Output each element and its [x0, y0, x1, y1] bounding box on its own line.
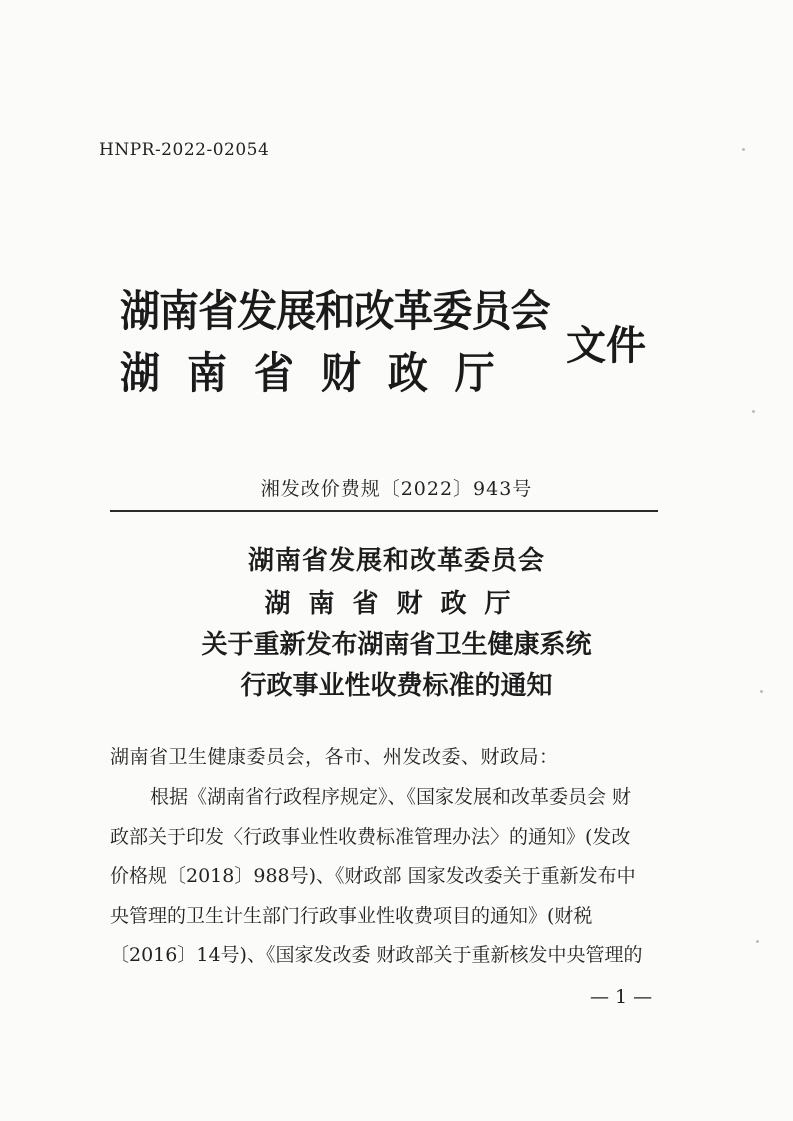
document-number: 湘发改价费规〔2022〕943号 [260, 478, 533, 500]
title-line-4: 行政事业性收费标准的通知 [240, 671, 553, 701]
paragraph-line: 价格规〔2018〕988号)、《财政部 国家发改委关于重新发布中 [110, 865, 636, 887]
paragraph-line: 政部关于印发〈行政事业性收费标准管理办法〉的通知》(发改 [110, 825, 631, 848]
header-org-line-2: 湖南省财政厅 [120, 349, 522, 399]
scan-speck [760, 690, 763, 693]
title-line-1: 湖南省发展和改革委员会 [247, 546, 545, 576]
header-divider [110, 510, 658, 512]
body-paragraph [110, 778, 670, 976]
header-document-suffix: 文件 [566, 322, 646, 369]
paragraph-line: 央管理的卫生计生部门行政事业性收费项目的通知》(财税 [110, 904, 593, 927]
document-code: HNPR-2022-02054 [99, 140, 270, 160]
paragraph-line: 〔2016〕14号)、《国家发改委 财政部关于重新核发中央管理的 [110, 944, 643, 966]
issuing-org-header [120, 278, 680, 428]
salutation: 湖南省卫生健康委员会，各市、州发改委、财政局： [110, 746, 559, 768]
page-number: — 1 — [590, 986, 653, 1008]
paragraph-line: 根据《湖南省行政程序规定》、《国家发展和改革委员会 财 [150, 786, 632, 808]
header-org-line-1: 湖南省发展和改革委员会 [120, 287, 550, 337]
scan-speck [752, 410, 755, 413]
title-line-3: 关于重新发布湖南省卫生健康系统 [201, 630, 592, 660]
scan-speck [742, 148, 745, 151]
scan-speck [756, 940, 759, 943]
title-line-2: 湖南省财政厅 [264, 589, 529, 619]
